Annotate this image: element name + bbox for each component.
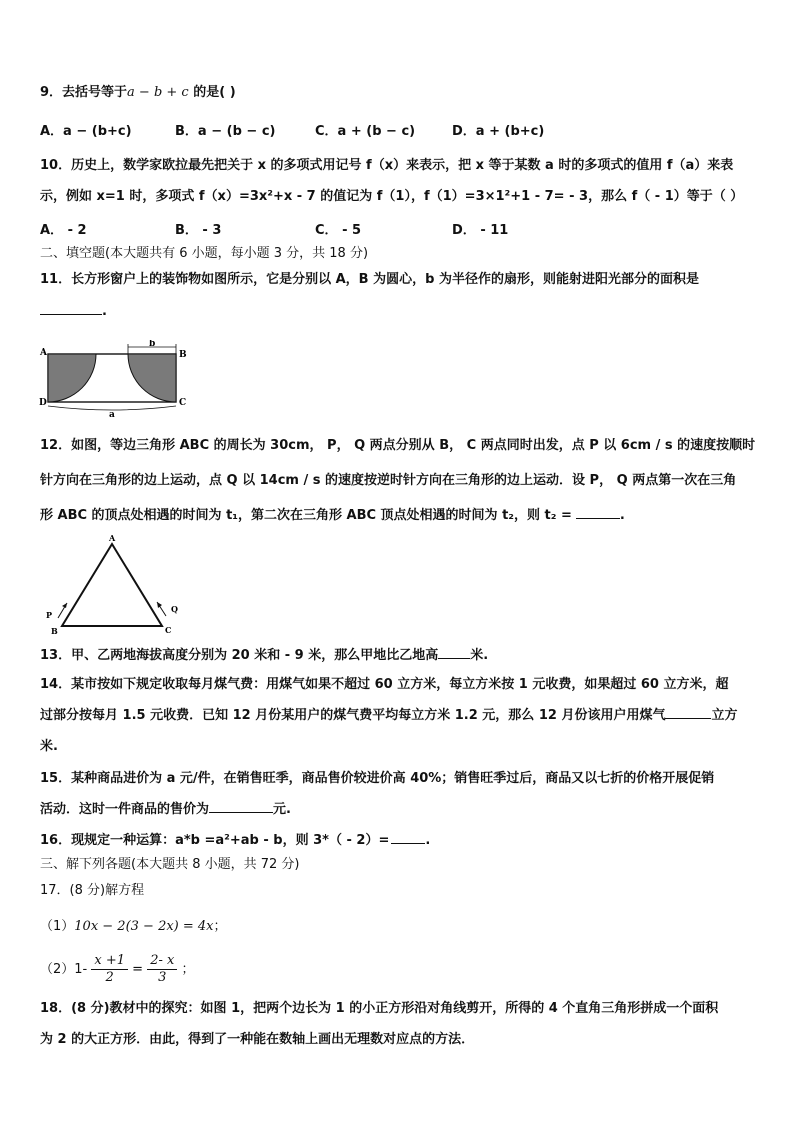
label-point-q: Q — [171, 604, 178, 614]
q10-line2: 示，例如 x=1 时，多项式 f（x）=3x²+x - 7 的值记为 f（1），f（1）=3×1²+1 - 7= - 3，那么 f（ - 1）等于（ ） — [40, 189, 744, 204]
q9-option-b[interactable]: B．a − (b − c) — [175, 124, 276, 139]
q9-stem: 9．去括号等于a − b + c 的是( ) — [40, 85, 236, 100]
label-point-p: P — [46, 610, 53, 620]
q11-answer-blank[interactable] — [40, 302, 102, 315]
q11-line1: 11．长方形窗户上的装饰物如图所示，它是分别以 A，B 为圆心，b 为半径作的扇形，则能射进阳光部分的面积是 — [40, 272, 699, 287]
q10-options — [40, 219, 760, 237]
q11-line2: . — [40, 302, 760, 321]
q13-answer-blank[interactable] — [438, 646, 470, 659]
q9-option-a[interactable]: A．a − (b+c) — [40, 124, 132, 139]
q15-line2: 活动．这时一件商品的售价为 元. — [40, 802, 291, 817]
q14-line3: 米. — [40, 739, 58, 754]
q9-option-c[interactable]: C．a + (b − c) — [315, 124, 416, 139]
q10-option-b[interactable]: B． - 3 — [175, 223, 222, 238]
q18-line2: 为 2 的大正方形．由此，得到了一种能在数轴上画出无理数对应点的方法． — [40, 1032, 475, 1047]
triangle-abc — [62, 544, 162, 626]
q9-options — [40, 120, 760, 138]
q15-answer-blank[interactable] — [209, 800, 273, 813]
q10-option-a[interactable]: A． - 2 — [40, 223, 87, 238]
q16-answer-blank[interactable] — [391, 831, 425, 844]
label-a-vertex: A — [40, 348, 47, 358]
sector-a — [48, 354, 96, 402]
label-b-length: b — [149, 340, 156, 349]
q18-line1: 18．(8 分)教材中的探究：如图 1，把两个边长为 1 的小正方形沿对角线剪开，所得的 4 个直角三角形拼成一个面积 — [40, 1001, 719, 1016]
label-d-vertex: D — [39, 398, 47, 408]
q12-line1: 12．如图，等边三角形 ABC 的周长为 30cm， P， Q 两点分别从 B， C 两点同时出发，点 P 以 6cm / s 的速度按顺时 — [40, 438, 756, 453]
label-vertex-a: A — [109, 534, 116, 543]
q9-option-d[interactable]: D．a + (b+c) — [452, 124, 545, 139]
q10-line1: 10．历史上，数学家欧拉最先把关于 x 的多项式用记号 f（x）来表示，把 x 等于某数 a 时的多项式的值用 f（a）来表 — [40, 158, 734, 173]
q14-answer-blank[interactable] — [665, 706, 711, 719]
fraction-2-minus-x-over-3: $\frac{2- x}{3}$ — [147, 953, 177, 986]
q12-line2: 针方向在三角形的边上运动，点 Q 以 14cm / s 的速度按逆时针方向在三角形的边上运动．设 P， Q 两点第一次在三角 — [40, 473, 737, 488]
label-c-vertex: C — [179, 398, 187, 408]
q17-part1: （1）10x − 2(3 − 2x) = 4x； — [40, 919, 227, 934]
q12-line3: 形 ABC 的顶点处相遇的时间为 t₁，第二次在三角形 ABC 顶点处相遇的时间为 t₂，则 t₂ = . — [40, 508, 625, 523]
q15-line1: 15．某种商品进价为 a 元/件，在销售旺季，商品售价较进价高 40%；销售旺季过后，商品又以七折的价格开展促销 — [40, 771, 715, 786]
q16-text: 16．现规定一种运算：a*b =a²+ab - b，则 3*（ - 2）= . — [40, 833, 431, 848]
q13-text: 13．甲、乙两地海拔高度分别为 20 米和 - 9 米，那么甲地比乙地高 米. — [40, 648, 489, 663]
section3-heading: 三、解下列各题(本大题共 8 小题，共 72 分) — [40, 857, 300, 872]
q17-part2: （2）1- $\frac{x +1}{2}$ = $\frac{2- x}{3}$ ； — [40, 953, 195, 985]
section2-heading: 二、填空题(本大题共有 6 小题，每小题 3 分，共 18 分) — [40, 246, 369, 261]
q10-option-c[interactable]: C． - 5 — [315, 223, 362, 238]
label-b-vertex: B — [179, 350, 187, 360]
label-vertex-c: C — [165, 625, 172, 635]
sector-b — [128, 354, 176, 402]
q10-option-d[interactable]: D． - 11 — [452, 223, 509, 238]
q12-triangle-figure — [40, 534, 190, 636]
q11-window-figure — [36, 340, 196, 418]
q14-line1: 14．某市按如下规定收取每月煤气费：用煤气如果不超过 60 立方米，每立方米按 1 元收费，如果超过 60 立方米，超 — [40, 677, 729, 692]
label-a-length: a — [109, 410, 115, 418]
q17-title: 17．(8 分)解方程 — [40, 883, 145, 898]
q12-answer-blank[interactable] — [576, 506, 620, 519]
fraction-x-plus-1-over-2: $\frac{x +1}{2}$ — [91, 953, 128, 986]
q14-line2: 过部分按每月 1.5 元收费．已知 12 月份某用户的煤气费平均每立方米 1.2 元，那么 12 月份该用户用煤气 立方 — [40, 708, 738, 723]
label-vertex-b: B — [51, 626, 58, 636]
